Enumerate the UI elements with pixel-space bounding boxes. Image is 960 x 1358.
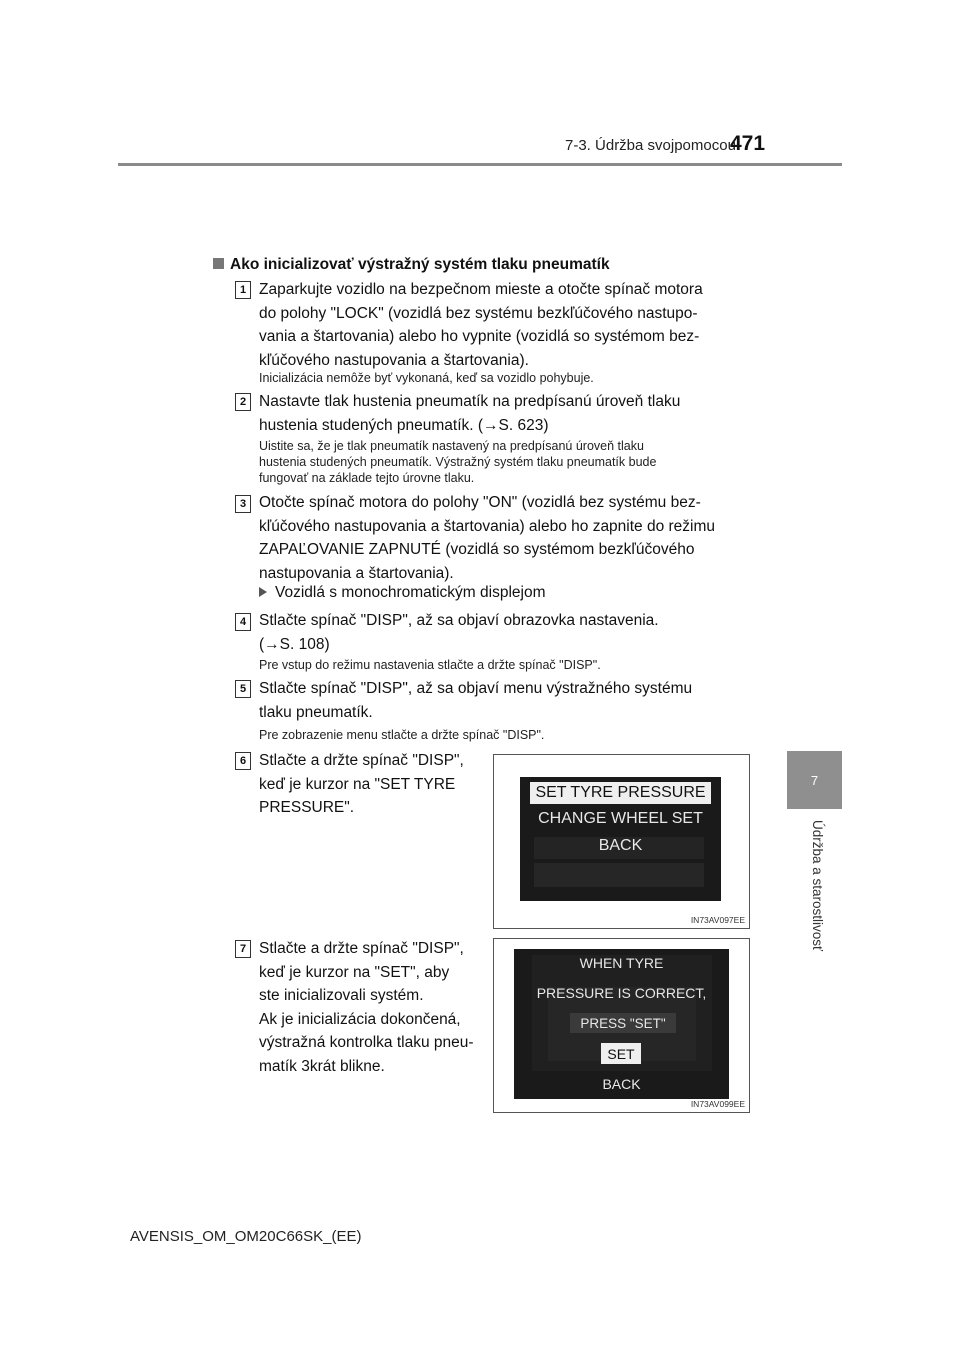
- step-6-text: [259, 749, 487, 820]
- page-number: 471: [730, 132, 766, 155]
- text-line: ste inicializovali systém.: [259, 987, 424, 1004]
- display-screen: [520, 777, 721, 901]
- section-title-text: Ako inicializovať výstražný systém tlaku pneumatík: [230, 256, 610, 273]
- chapter-label-text: Údržba a starostlivosť: [810, 820, 825, 952]
- text-line: Stlačte a držte spínač "DISP",: [259, 752, 464, 769]
- step-number: 3: [235, 495, 251, 513]
- step-1-text: [259, 278, 745, 372]
- step-3-text: [259, 491, 745, 585]
- message-line: WHEN TYRE: [579, 955, 664, 971]
- triangle-bullet-icon: [259, 587, 267, 597]
- menu-item-selected: SET: [601, 1043, 641, 1064]
- step-number: 5: [235, 680, 251, 698]
- section-title: [213, 256, 610, 274]
- step-number: 4: [235, 613, 251, 631]
- step-1-note: [259, 370, 745, 386]
- text-line: výstražná kontrolka tlaku pneu-: [259, 1034, 474, 1051]
- text-line: hustenia studených pneumatík. (→S. 623): [259, 416, 549, 434]
- text-line: Stlačte a držte spínač "DISP",: [259, 940, 464, 957]
- step-7-text: [259, 937, 487, 1078]
- figure-initialize-confirm: [493, 938, 750, 1113]
- text-line: Nastavte tlak hustenia pneumatík na predpísanú úroveň tlaku: [259, 393, 681, 410]
- header-rule: [118, 163, 842, 166]
- step-number: 2: [235, 393, 251, 411]
- note-line: hustenia studených pneumatík. Výstražný systém tlaku pneumatík bude: [259, 455, 657, 469]
- step-number: 7: [235, 940, 251, 958]
- step-number: 6: [235, 752, 251, 770]
- text-line: vania a štartovania) alebo ho vypnite (vozidlá so systémom bez-: [259, 328, 700, 345]
- text-line: kľúčového nastupovania a štartovania) alebo ho zapnite do režimu: [259, 517, 716, 535]
- chapter-label: [804, 820, 826, 960]
- note-line: Pre vstup do režimu nastavenia stlačte a držte spínač "DISP".: [259, 658, 601, 672]
- step-4-text: [259, 609, 745, 656]
- menu-item: CHANGE WHEEL SET: [538, 810, 703, 827]
- menu-item-selected: SET TYRE PRESSURE: [530, 782, 711, 804]
- note-line: fungovať na základe tejto úrovne tlaku.: [259, 471, 475, 485]
- note-line: Inicializácia nemôže byť vykonaná, keď sa vozidlo pohybuje.: [259, 371, 594, 385]
- text-line: keď je kurzor na "SET TYRE: [259, 775, 456, 793]
- menu-item: BACK: [598, 837, 643, 854]
- square-bullet-icon: [213, 258, 224, 269]
- step-2-text: [259, 390, 745, 437]
- step-5-text: [259, 677, 745, 724]
- figure-code: IN73AV099EE: [690, 1099, 745, 1109]
- text-line: Stlačte spínač "DISP", až sa objaví menu výstražného systému: [259, 680, 693, 697]
- text-line: (→S. 108): [259, 635, 330, 653]
- subheading-text: Vozidlá s monochromatickým displejom: [275, 584, 546, 601]
- message-line: PRESSURE IS CORRECT,: [536, 985, 707, 1001]
- chapter-tab: 7: [787, 751, 842, 809]
- menu-item: BACK: [602, 1076, 641, 1092]
- text-line: ZAPAĽOVANIE ZAPNUTÉ (vozidlá so systémom bezkľúčového: [259, 541, 695, 558]
- text-line: tlaku pneumatík.: [259, 703, 373, 721]
- text-line: matík 3krát blikne.: [259, 1057, 385, 1075]
- text-line: PRESSURE".: [259, 799, 355, 816]
- section-header: 7-3. Údržba svojpomocou: [565, 137, 736, 154]
- step-2-note: [259, 438, 745, 486]
- figure-code: IN73AV097EE: [690, 915, 745, 925]
- text-line: do polohy "LOCK" (vozidlá bez systému bezkľúčového nastupo-: [259, 304, 698, 322]
- figure-set-tyre-pressure: [493, 754, 750, 929]
- display-screen: [514, 949, 729, 1099]
- step-5-note: [259, 727, 745, 743]
- document-footer: AVENSIS_OM_OM20C66SK_(EE): [130, 1228, 362, 1245]
- text-line: kľúčového nastupovania a štartovania).: [259, 351, 529, 369]
- text-line: Ak je inicializácia dokončená,: [259, 1010, 461, 1028]
- step-4-note: [259, 657, 745, 673]
- text-line: Stlačte spínač "DISP", až sa objaví obrazovka nastavenia.: [259, 612, 659, 629]
- text-line: nastupovania a štartovania).: [259, 564, 454, 582]
- subheading: [259, 584, 546, 602]
- text-line: Zaparkujte vozidlo na bezpečnom mieste a otočte spínač motora: [259, 281, 703, 298]
- text-line: Otočte spínač motora do polohy "ON" (vozidlá bez systému bez-: [259, 494, 701, 511]
- note-line: Uistite sa, že je tlak pneumatík nastavený na predpísanú úroveň tlaku: [259, 439, 644, 453]
- text-line: keď je kurzor na "SET", aby: [259, 963, 450, 981]
- menu-row-bg: [534, 863, 704, 887]
- step-number: 1: [235, 281, 251, 299]
- message-line: PRESS "SET": [570, 1013, 676, 1033]
- note-line: Pre zobrazenie menu stlačte a držte spínač "DISP".: [259, 728, 545, 742]
